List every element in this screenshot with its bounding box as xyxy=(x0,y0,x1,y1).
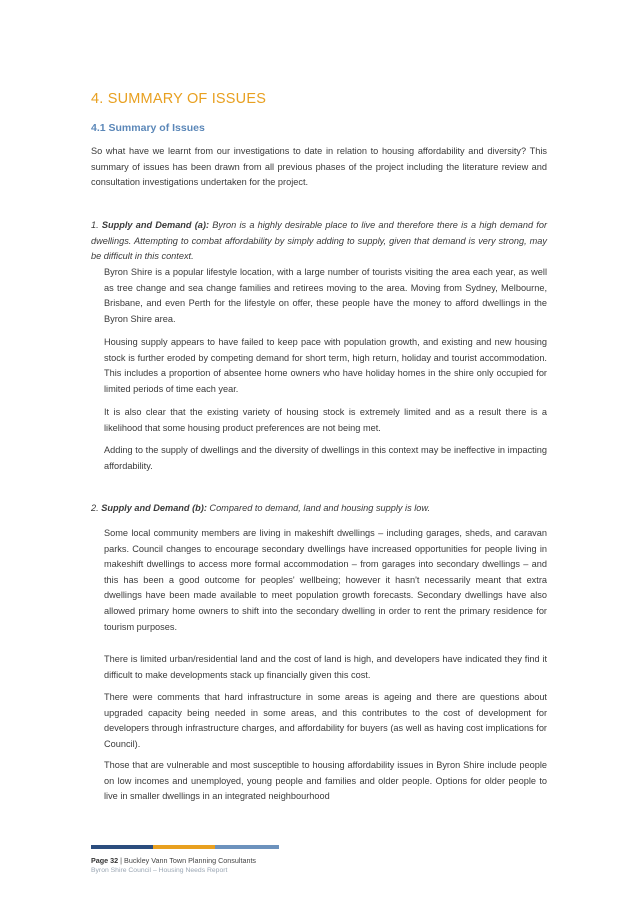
section-heading: 4. SUMMARY OF ISSUES xyxy=(91,91,267,107)
issue-2-paragraph: There were comments that hard infrastructure in some areas is ageing and there are questions about upgraded capacity being needed in some areas, and this contributes to the cost of development for developers through infrastructure charges, and affordability for buyers (as well as having cost implications for Council). xyxy=(104,692,547,749)
subsection-heading: 4.1 Summary of Issues xyxy=(91,122,205,134)
company-name: Buckley Vann Town Planning Consultants xyxy=(124,856,257,865)
issue-2-number: 2. xyxy=(91,503,102,513)
issue-2-paragraph: Those that are vulnerable and most susceptible to housing affordability issues in Byron Shire include people on low incomes and unemployed, young people and families and older people. Options for older people to live in smaller dwellings in an integrated neighbourhood xyxy=(104,760,547,802)
issue-1-title: Supply and Demand (a): xyxy=(101,220,210,230)
issue-1-statement xyxy=(91,218,547,265)
issue-1-paragraph: Adding to the supply of dwellings and the diversity of dwellings in this context may be ineffective in impacting affordability. xyxy=(104,445,547,471)
footer-bar-orange xyxy=(153,845,215,849)
footer-separator: | xyxy=(118,856,125,865)
issue-1-summary: Byron is a highly desirable place to live and therefore there is a high demand for dwellings. Attempting to combat affordability by simply adding to supply, given that demand is very strong, may be difficult in this context. xyxy=(91,220,548,262)
report-title: Byron Shire Council – Housing Needs Report xyxy=(91,867,228,874)
footer-line xyxy=(91,856,256,865)
footer-bar-blue xyxy=(215,845,279,849)
issue-2-title: Supply and Demand (b): xyxy=(101,503,207,513)
footer-bar-navy xyxy=(91,845,153,849)
issue-2-statement xyxy=(91,501,547,517)
issue-2-paragraph: Some local community members are living in makeshift dwellings – including garages, sheds, and caravan parks. Council changes to encourage secondary dwellings have increased opportunities for people living in makeshift dwellings to access more formal accommodation – from garages into secondary dwellings – and this has been a good outcome for peoples' wellbeing; however it hasn't necessarily meant that extra dwellings have been made available to meet population growth forecasts. Secondary dwellings have also allowed primary home owners to shift into the secondary dwelling in order to rent the primary residence for tourism purposes. xyxy=(104,528,547,632)
issue-1-paragraph: It is also clear that the existing variety of housing stock is extremely limited and as a result there is a likelihood that some housing product preferences are not being met. xyxy=(104,407,547,433)
issue-1-paragraph: Housing supply appears to have failed to keep pace with population growth, and existing and new housing stock is further eroded by competing demand for short term, high return, holiday and tourist accommodation. This includes a proportion of absentee home owners who have holiday homes in the shire only occupied for limited periods of time each year. xyxy=(104,337,547,394)
page-number: Page 32 xyxy=(91,856,119,865)
issue-2-paragraph: There is limited urban/residential land and the cost of land is high, and developers have indicated they find it difficult to make developments stack up financially given this cost. xyxy=(104,654,547,680)
issue-1-paragraph: Byron Shire is a popular lifestyle location, with a large number of tourists visiting the area each year, as well as tree change and sea change families and retirees moving to the area. Moving from Sydney, Melbourne, Brisbane, and even Perth for the lifestyle on offer, these people have the money to afford dwellings in the Byron Shire area. xyxy=(104,267,547,324)
intro-paragraph: So what have we learnt from our investigations to date in relation to housing affordability and diversity? This summary of issues has been drawn from all previous phases of the project including the literature review and consultation investigations undertaken for the project. xyxy=(91,146,547,188)
issue-1-number: 1. xyxy=(91,220,102,230)
issue-2-summary: Compared to demand, land and housing supply is low. xyxy=(206,503,431,513)
